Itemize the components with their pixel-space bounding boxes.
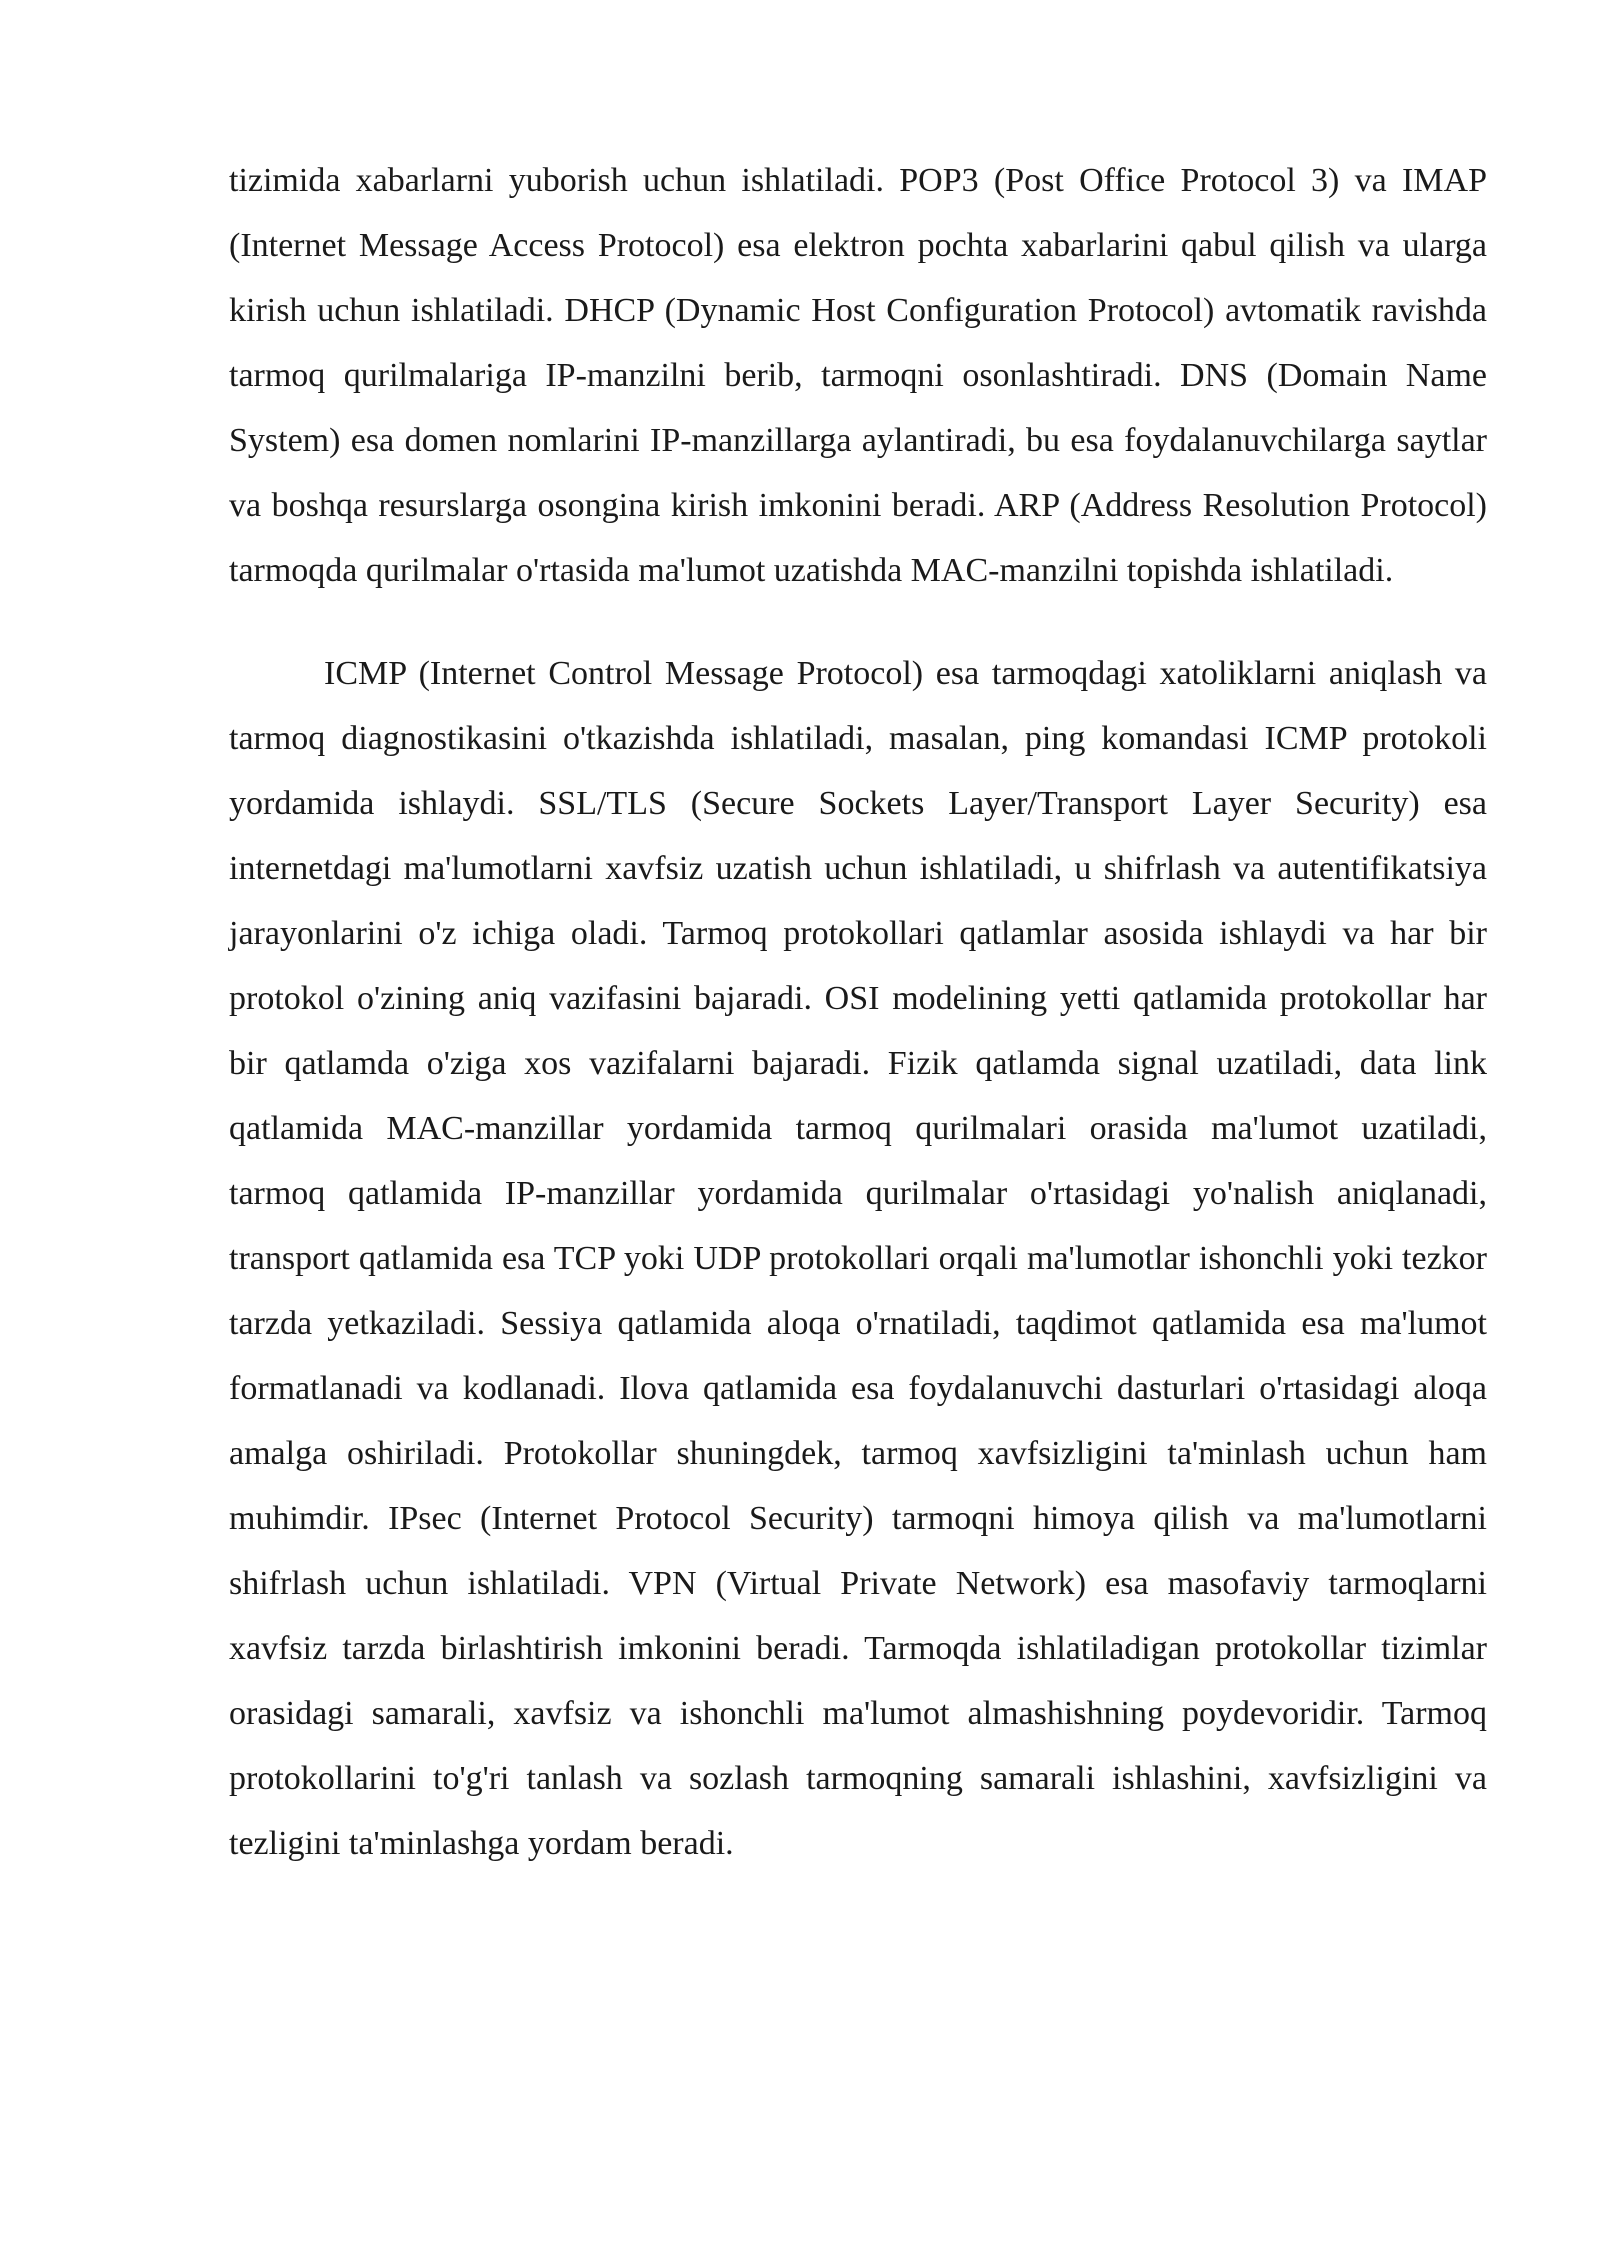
paragraph-continuation: tizimida xabarlarni yuborish uchun ishlatiladi. POP3 (Post Office Protocol 3) va IMAP (Internet Message Access Protocol) esa elektron pochta xabarlarini qabul qilish va ularga kirish uchun ishlatiladi. DHCP (Dynamic Host Configuration Protocol) avtomatik ravishda tarmoq qurilmalariga IP-manzilni berib, tarmoqni osonlashtiradi. DNS (Domain Name System) esa domen nomlarini IP-manzillarga aylantiradi, bu esa foydalanuvchilarga saytlar va boshqa resurslarga osongina kirish imkonini beradi. ARP (Address Resolution Protocol) tarmoqda qurilmalar o'rtasida ma'lumot uzatishda MAC-manzilni topishda ishlatiladi.: [229, 162, 1487, 589]
paragraph-icmp-protocols: ICMP (Internet Control Message Protocol) esa tarmoqdagi xatoliklarni aniqlash va tarmoq diagnostikasini o'tkazishda ishlatiladi, masalan, ping komandasi ICMP protokoli yordamida ishlaydi. SSL/TLS (Secure Sockets Layer/Transport Layer Security) esa internetdagi ma'lumotlarni xavfsiz uzatish uchun ishlatiladi, u shifrlash va autentifikatsiya jarayonlarini o'z ichiga oladi. Tarmoq protokollari qatlamlar asosida ishlaydi va har bir protokol o'zining aniq vazifasini bajaradi. OSI modelining yetti qatlamida protokollar har bir qatlamda o'ziga xos vazifalarni bajaradi. Fizik qatlamda signal uzatiladi, data link qatlamida MAC-manzillar yordamida tarmoq qurilmalari orasida ma'lumot uzatiladi, tarmoq qatlamida IP-manzillar yordamida qurilmalar o'rtasidagi yo'nalish aniqlanadi, transport qatlamida esa TCP yoki UDP protokollari orqali ma'lumotlar ishonchli yoki tezkor tarzda yetkaziladi. Sessiya qatlamida aloqa o'rnatiladi, taqdimot qatlamida esa ma'lumot formatlanadi va kodlanadi. Ilova qatlamida esa foydalanuvchi dasturlari o'rtasidagi aloqa amalga oshiriladi. Protokollar shuningdek, tarmoq xavfsizligini ta'minlash uchun ham muhimdir. IPsec (Internet Protocol Security) tarmoqni himoya qilish va ma'lumotlarni shifrlash uchun ishlatiladi. VPN (Virtual Private Network) esa masofaviy tarmoqlarni xavfsiz tarzda birlashtirish imkonini beradi. Tarmoqda ishlatiladigan protokollar tizimlar orasidagi samarali, xavfsiz va ishonchli ma'lumot almashishning poydevoridir. Tarmoq protokollarini to'g'ri tanlash va sozlash tarmoqning samarali ishlashini, xavfsizligini va tezligini ta'minlashga yordam beradi.: [229, 655, 1487, 1862]
document-body: [229, 148, 1487, 1876]
